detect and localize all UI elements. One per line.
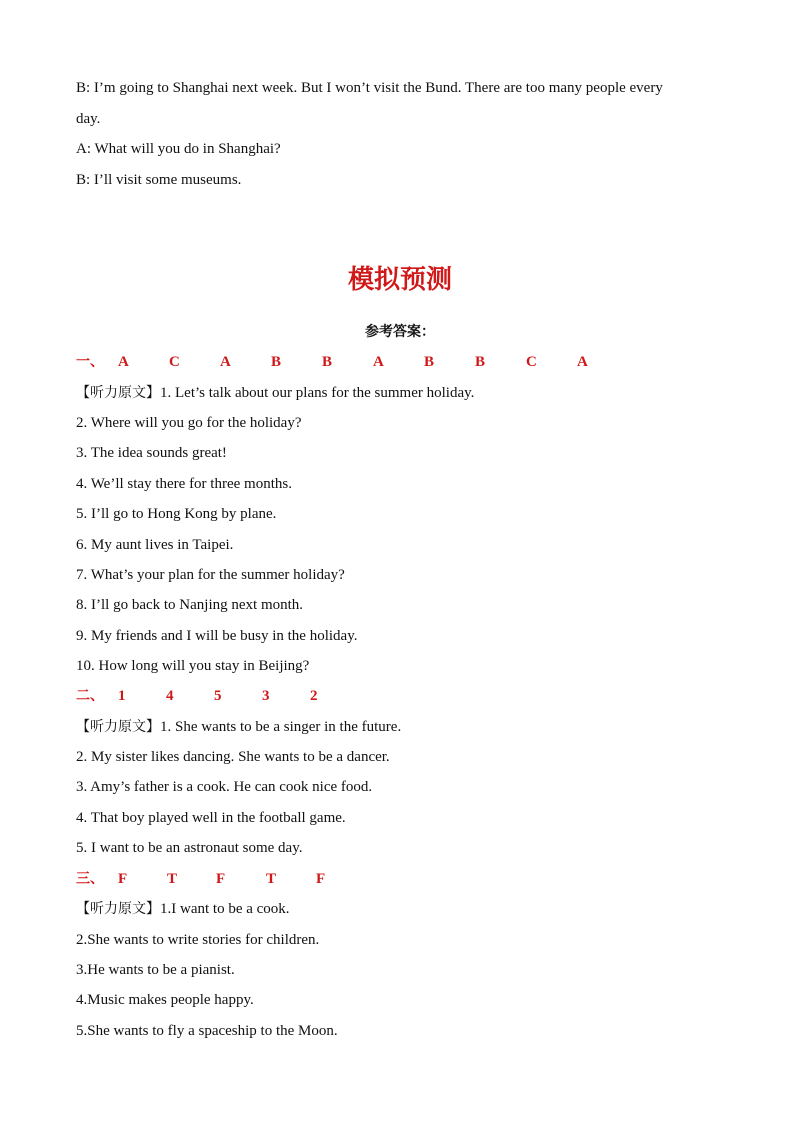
transcript-line: 7. What’s your plan for the summer holiday? (76, 567, 345, 583)
part1-label: 一、 (76, 354, 104, 370)
transcript-tag: 【听力原文】 (76, 385, 160, 401)
part1-answer: B (424, 354, 435, 370)
transcript-line (76, 383, 474, 403)
transcript-line: 2. My sister likes dancing. She wants to be a dancer. (76, 749, 390, 765)
part3-answer: T (167, 871, 178, 887)
transcript-line: 3. The idea sounds great! (76, 445, 227, 461)
part1-answer: C (169, 354, 180, 370)
transcript-line: 4. That boy played well in the football game. (76, 810, 346, 826)
dialogue-line: B: I’ll visit some museums. (76, 172, 242, 188)
part2-label: 二、 (76, 688, 104, 704)
part3-answer: F (316, 871, 326, 887)
part2-answer: 1 (118, 688, 126, 704)
dialogue-line: day. (76, 111, 101, 127)
part3-answer: T (266, 871, 277, 887)
transcript-line: 6. My aunt lives in Taipei. (76, 537, 234, 553)
transcript-text: 1.I want to be a cook. (160, 901, 290, 917)
transcript-line: 5. I want to be an astronaut some day. (76, 840, 303, 856)
transcript-line: 2. Where will you go for the holiday? (76, 415, 302, 431)
transcript-line: 3.He wants to be a pianist. (76, 962, 235, 978)
part2-answer: 5 (214, 688, 222, 704)
transcript-line: 3. Amy’s father is a cook. He can cook nice food. (76, 779, 373, 795)
transcript-line: 8. I’ll go back to Nanjing next month. (76, 597, 304, 613)
transcript-text: 1. She wants to be a singer in the future. (160, 719, 402, 735)
transcript-text: 1. Let’s talk about our plans for the summer holiday. (160, 385, 475, 401)
transcript-line: 4.Music makes people happy. (76, 992, 254, 1008)
part1-answer: C (526, 354, 537, 370)
part2-answer: 3 (262, 688, 270, 704)
part3-label: 三、 (76, 871, 104, 887)
part1-answer: A (577, 354, 588, 370)
part3-answer: F (216, 871, 226, 887)
part1-answer: B (271, 354, 282, 370)
part1-answers (76, 352, 636, 372)
transcript-line: 2.She wants to write stories for children. (76, 932, 320, 948)
part3-answer: F (118, 871, 128, 887)
answer-heading: 参考答案： (365, 324, 435, 340)
transcript-tag: 【听力原文】 (76, 901, 160, 917)
dialogue-line: A: What will you do in Shanghai? (76, 141, 281, 157)
part2-answer: 2 (310, 688, 318, 704)
transcript-line: 5. I’ll go to Hong Kong by plane. (76, 506, 277, 522)
transcript-tag: 【听力原文】 (76, 719, 160, 735)
dialogue-line: B: I’m going to Shanghai next week. But I won’t visit the Bund. There are too many people every (76, 80, 663, 96)
transcript-line: 5.She wants to fly a spaceship to the Moon. (76, 1023, 338, 1039)
transcript-line: 4. We’ll stay there for three months. (76, 476, 292, 492)
part1-answer: A (118, 354, 129, 370)
transcript-line (76, 717, 401, 737)
part1-answer: A (220, 354, 231, 370)
transcript-line (76, 899, 290, 919)
part1-answer: A (373, 354, 384, 370)
part2-answer: 4 (166, 688, 174, 704)
part3-answers (76, 869, 376, 889)
transcript-line: 9. My friends and I will be busy in the holiday. (76, 628, 358, 644)
transcript-line: 10. How long will you stay in Beijing? (76, 658, 310, 674)
part1-answer: B (475, 354, 486, 370)
part1-answer: B (322, 354, 333, 370)
section-title: 模拟预测 (347, 265, 452, 295)
part2-answers (76, 686, 376, 706)
